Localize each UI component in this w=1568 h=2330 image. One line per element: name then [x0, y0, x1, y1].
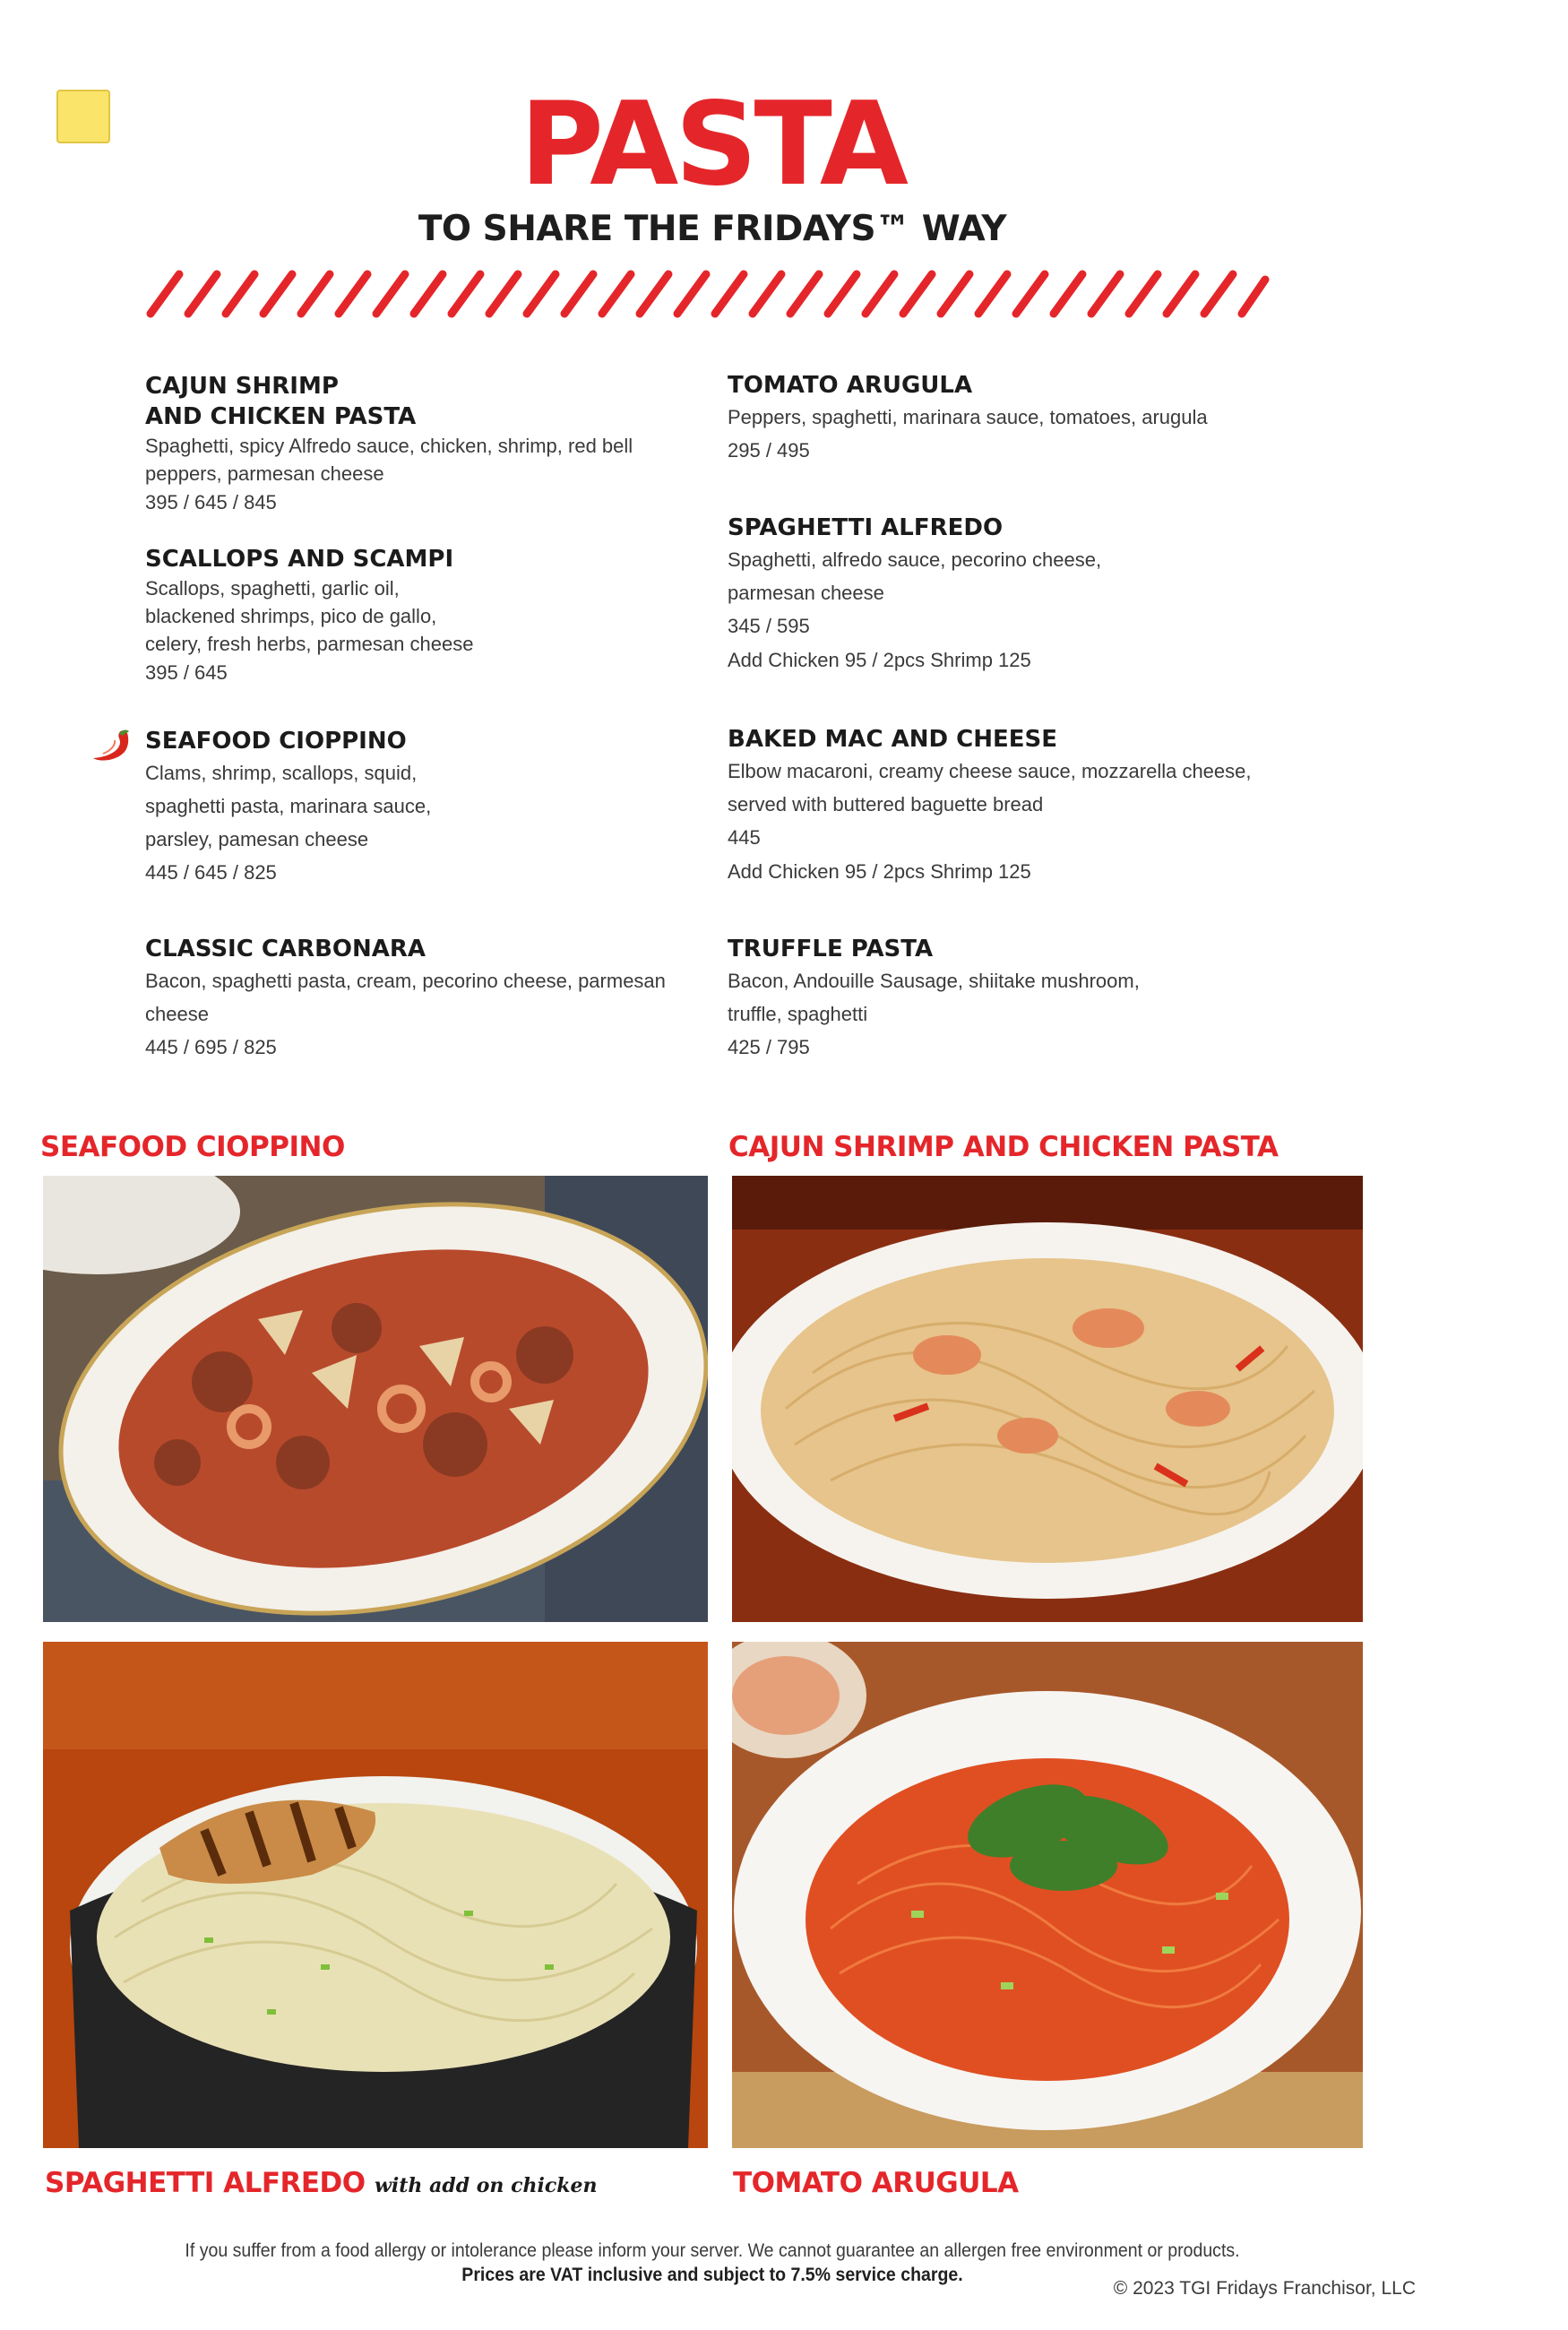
caption-title: SPAGHETTI ALFREDO	[45, 2167, 366, 2199]
item-price: 345 / 595	[728, 615, 810, 637]
menu-item	[145, 726, 486, 890]
photo-caption: TOMATO ARUGULA	[733, 2167, 1019, 2199]
menu-item	[728, 370, 1229, 468]
allergy-notice: If you suffer from a food allergy or intolerance please inform your server. We cannot guarantee an allergen free environment or products.	[185, 2240, 1240, 2261]
seafood-cioppino-photo	[43, 1176, 708, 1622]
menu-item	[728, 513, 1113, 677]
spaghetti-alfredo-photo	[43, 1642, 708, 2148]
item-price: 445	[728, 826, 761, 849]
item-description: Scallops, spaghetti, garlic oil, blackened shrimps, pico de gallo, celery, fresh herbs, parmesan cheese	[145, 577, 474, 655]
item-price: 395 / 645	[145, 661, 228, 684]
page-subtitle: TO SHARE THE FRIDAYS™ WAY	[418, 209, 1007, 249]
item-price: 445 / 695 / 825	[145, 1036, 277, 1058]
menu-item	[728, 934, 1176, 1065]
item-addon: Add Chicken 95 / 2pcs Shrimp 125	[728, 860, 1031, 883]
caption-note: with add on chicken	[374, 2174, 598, 2197]
item-name: SCALLOPS AND SCAMPI	[145, 546, 454, 573]
item-description: Spaghetti, spicy Alfredo sauce, chicken, shrimp, red bell peppers, parmesan cheese	[145, 435, 633, 485]
item-addon: Add Chicken 95 / 2pcs Shrimp 125	[728, 649, 1031, 671]
menu-item	[145, 934, 683, 1065]
decorative-stripes	[143, 267, 1272, 323]
item-name: CLASSIC CARBONARA	[145, 936, 426, 962]
menu-item	[145, 544, 486, 688]
item-name: BAKED MAC AND CHEESE	[728, 726, 1057, 753]
cajun-shrimp-pasta-photo	[732, 1176, 1363, 1622]
photo-caption: CAJUN SHRIMP AND CHICKEN PASTA	[728, 1131, 1279, 1163]
tomato-arugula-photo	[732, 1642, 1363, 2148]
item-price: 395 / 645 / 845	[145, 491, 277, 513]
page-title: PASTA	[520, 78, 905, 211]
item-description: Bacon, spaghetti pasta, cream, pecorino cheese, parmesan cheese	[145, 970, 666, 1025]
copyright: © 2023 TGI Fridays Franchisor, LLC	[1113, 2278, 1416, 2299]
item-price: 425 / 795	[728, 1036, 810, 1058]
chili-pepper-icon	[88, 728, 136, 764]
menu-item	[145, 371, 683, 518]
photo-caption: SEAFOOD CIOPPINO	[40, 1131, 345, 1163]
item-price: 295 / 495	[728, 439, 810, 462]
photo-caption	[45, 2165, 597, 2204]
item-price: 445 / 645 / 825	[145, 861, 277, 884]
item-description: Spaghetti, alfredo sauce, pecorino cheese, parmesan cheese	[728, 548, 1102, 604]
item-name: CAJUN SHRIMP AND CHICKEN PASTA	[145, 373, 417, 430]
item-name: SPAGHETTI ALFREDO	[728, 514, 1004, 541]
item-description: Bacon, Andouille Sausage, shiitake mushroom, truffle, spaghetti	[728, 970, 1140, 1025]
item-description: Peppers, spaghetti, marinara sauce, tomatoes, arugula	[728, 406, 1208, 428]
vat-notice: Prices are VAT inclusive and subject to 7.5% service charge.	[461, 2265, 963, 2285]
item-name: SEAFOOD CIOPPINO	[145, 728, 407, 755]
item-description: Elbow macaroni, creamy cheese sauce, mozzarella cheese, served with buttered baguette bread	[728, 760, 1252, 816]
item-name: TRUFFLE PASTA	[728, 936, 934, 962]
item-description: Clams, shrimp, scallops, squid, spaghetti pasta, marinara sauce, parsley, pamesan cheese	[145, 762, 432, 850]
item-name: TOMATO ARUGULA	[728, 372, 973, 399]
menu-item	[728, 724, 1265, 889]
